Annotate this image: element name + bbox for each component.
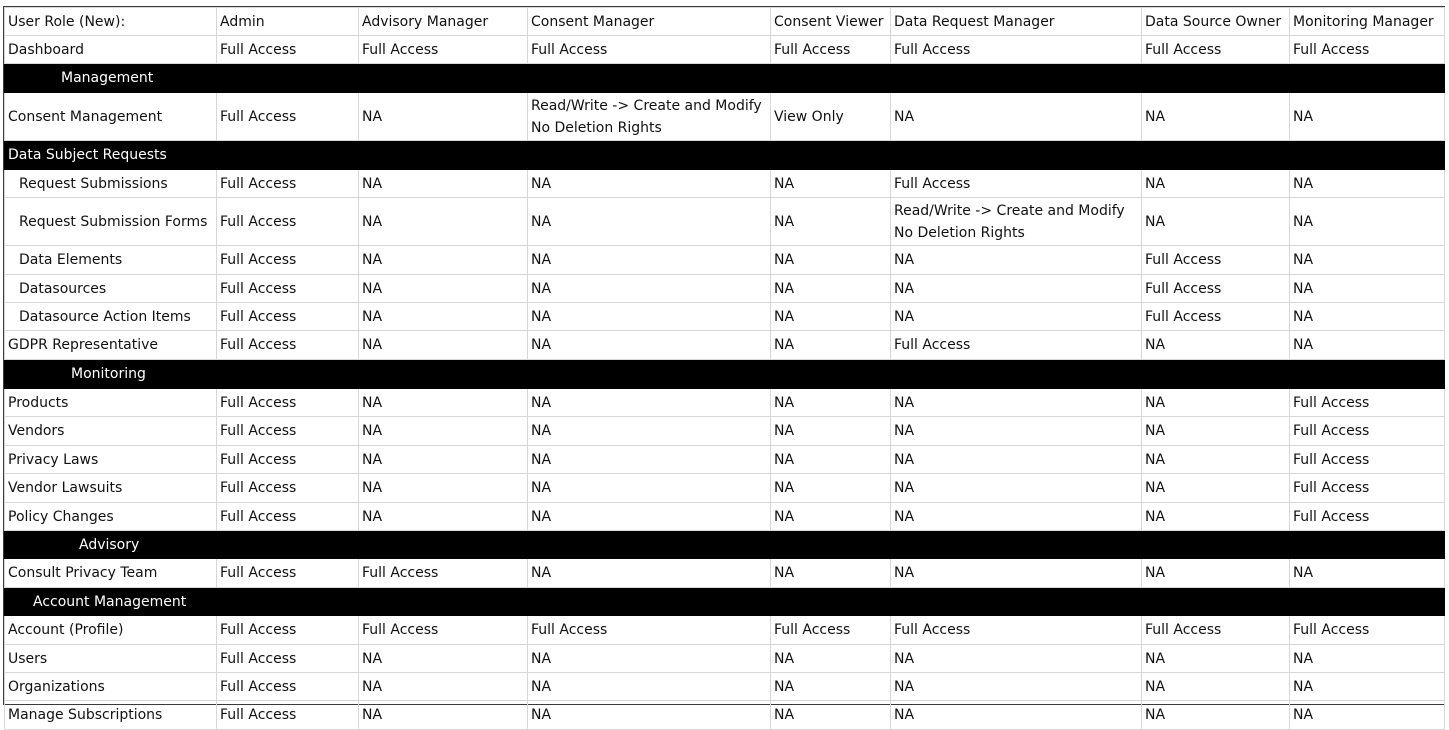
table-cell[interactable]: NA (771, 503, 891, 531)
table-cell[interactable]: NA (1290, 673, 1445, 701)
table-cell[interactable]: NA (359, 170, 528, 198)
table-cell[interactable]: NA (1290, 559, 1445, 588)
section-title[interactable]: Data Subject Requests (5, 141, 1445, 170)
table-cell[interactable]: Full Access (1142, 246, 1290, 275)
table-cell[interactable]: NA (359, 417, 528, 446)
table-cell[interactable]: NA (891, 503, 1142, 531)
table-cell[interactable]: NA (891, 93, 1142, 141)
table-cell[interactable]: NA (1142, 417, 1290, 446)
table-cell[interactable]: NA (528, 389, 771, 417)
table-cell[interactable]: NA (771, 673, 891, 701)
table-row (5, 417, 1445, 446)
table-cell[interactable]: NA (1142, 559, 1290, 588)
table-cell[interactable]: NA (528, 559, 771, 588)
table-cell[interactable]: Vendors (5, 417, 217, 446)
table-cell[interactable]: Full Access (217, 503, 359, 531)
table-cell[interactable]: Full Access (359, 559, 528, 588)
header-cell[interactable]: Consent Viewer (771, 8, 891, 36)
table-row (5, 275, 1445, 303)
table-cell[interactable]: NA (1142, 673, 1290, 701)
table-cell[interactable]: Full Access (1142, 36, 1290, 64)
table-cell[interactable]: Full Access (217, 417, 359, 446)
table-row (5, 645, 1445, 673)
table-cell[interactable]: NA (528, 198, 771, 246)
table-cell[interactable]: NA (359, 701, 528, 730)
table-row (5, 198, 1445, 246)
header-row (5, 8, 1445, 36)
table-row (5, 503, 1445, 531)
table-cell[interactable]: Full Access (217, 36, 359, 64)
header-cell[interactable]: Monitoring Manager (1290, 8, 1445, 36)
table-cell[interactable]: Full Access (528, 36, 771, 64)
table-cell[interactable]: Full Access (217, 701, 359, 730)
table-cell[interactable]: Full Access (1142, 303, 1290, 331)
table-cell[interactable]: Full Access (359, 616, 528, 645)
table-cell[interactable]: Full Access (217, 559, 359, 588)
header-cell[interactable]: Advisory Manager (359, 8, 528, 36)
table-cell[interactable]: NA (1290, 331, 1445, 360)
table-cell[interactable]: Full Access (217, 198, 359, 246)
table-cell[interactable]: NA (359, 389, 528, 417)
table-row (5, 389, 1445, 417)
section-header-row (5, 64, 1445, 93)
table-cell[interactable]: Consult Privacy Team (5, 559, 217, 588)
table-cell[interactable]: NA (891, 417, 1142, 446)
table-cell[interactable]: NA (771, 198, 891, 246)
table-cell[interactable]: Full Access (1290, 446, 1445, 474)
table-cell[interactable]: Full Access (1142, 616, 1290, 645)
table-cell[interactable]: Full Access (1290, 417, 1445, 446)
table-cell[interactable]: NA (771, 389, 891, 417)
table-cell[interactable]: NA (359, 673, 528, 701)
table-cell[interactable]: NA (359, 645, 528, 673)
table-cell[interactable]: NA (528, 701, 771, 730)
table-cell[interactable]: Full Access (1142, 275, 1290, 303)
table-cell[interactable]: Read/Write -> Create and Modify No Deletion Rights (528, 93, 771, 141)
table-cell[interactable]: NA (359, 275, 528, 303)
table-cell[interactable]: Request Submissions (5, 170, 217, 198)
table-cell[interactable]: NA (359, 303, 528, 331)
table-cell[interactable]: Users (5, 645, 217, 673)
table-cell[interactable]: NA (1290, 198, 1445, 246)
table-cell[interactable]: NA (891, 559, 1142, 588)
table-cell[interactable]: NA (359, 93, 528, 141)
table-cell[interactable]: Full Access (891, 170, 1142, 198)
table-cell[interactable]: NA (891, 701, 1142, 730)
table-cell[interactable]: NA (528, 503, 771, 531)
table-row (5, 616, 1445, 645)
table-cell[interactable]: NA (359, 503, 528, 531)
table-cell[interactable]: NA (771, 303, 891, 331)
table-cell[interactable]: Full Access (528, 616, 771, 645)
table-cell[interactable]: NA (771, 446, 891, 474)
table-cell[interactable]: NA (891, 645, 1142, 673)
table-row (5, 701, 1445, 730)
table-cell[interactable]: Full Access (771, 616, 891, 645)
table-cell[interactable]: NA (1290, 303, 1445, 331)
table-cell[interactable]: NA (528, 275, 771, 303)
table-cell[interactable]: NA (528, 246, 771, 275)
table-cell[interactable]: NA (1290, 645, 1445, 673)
table-cell[interactable]: NA (1142, 93, 1290, 141)
table-cell[interactable]: NA (1142, 701, 1290, 730)
table-cell[interactable]: NA (1142, 389, 1290, 417)
table-cell[interactable]: NA (528, 446, 771, 474)
section-title[interactable]: Account Management (5, 588, 1445, 616)
header-cell[interactable]: User Role (New): (5, 8, 217, 36)
table-cell[interactable]: NA (891, 474, 1142, 503)
table-cell[interactable]: Request Submission Forms (5, 198, 217, 246)
table-cell[interactable]: Dashboard (5, 36, 217, 64)
table-cell[interactable]: Full Access (891, 616, 1142, 645)
table-cell[interactable]: Full Access (217, 170, 359, 198)
table-cell[interactable]: NA (891, 246, 1142, 275)
table-cell[interactable]: NA (771, 645, 891, 673)
table-cell[interactable]: Full Access (1290, 503, 1445, 531)
table-cell[interactable]: NA (528, 331, 771, 360)
table-cell[interactable]: Full Access (217, 303, 359, 331)
table-cell[interactable]: Full Access (1290, 616, 1445, 645)
table-cell[interactable]: NA (771, 559, 891, 588)
table-cell[interactable]: Datasource Action Items (5, 303, 217, 331)
table-cell[interactable]: NA (528, 673, 771, 701)
table-cell[interactable]: Full Access (217, 331, 359, 360)
table-cell[interactable]: NA (1142, 446, 1290, 474)
table-cell[interactable]: NA (891, 275, 1142, 303)
table-cell[interactable]: NA (528, 417, 771, 446)
table-cell[interactable]: Full Access (1290, 474, 1445, 503)
table-cell[interactable]: Consent Management (5, 93, 217, 141)
table-cell[interactable]: NA (359, 446, 528, 474)
table-cell[interactable]: NA (1142, 331, 1290, 360)
table-cell[interactable]: NA (891, 673, 1142, 701)
table-cell[interactable]: Full Access (1290, 389, 1445, 417)
table-cell[interactable]: NA (771, 170, 891, 198)
table-cell[interactable]: Full Access (217, 616, 359, 645)
table-cell[interactable]: NA (1290, 275, 1445, 303)
table-row (5, 170, 1445, 198)
table-cell[interactable]: Full Access (217, 93, 359, 141)
table-cell[interactable]: NA (1290, 93, 1445, 141)
table-cell[interactable]: Read/Write -> Create and Modify No Deletion Rights (891, 198, 1142, 246)
header-cell[interactable]: Consent Manager (528, 8, 771, 36)
table-cell[interactable]: NA (771, 331, 891, 360)
table-cell[interactable]: Full Access (217, 645, 359, 673)
permissions-table (4, 7, 1445, 730)
table-cell[interactable]: Full Access (771, 36, 891, 64)
table-cell[interactable]: NA (1142, 474, 1290, 503)
table-cell[interactable]: Full Access (217, 389, 359, 417)
section-header-row (5, 360, 1445, 389)
section-title[interactable]: Management (5, 64, 1445, 93)
table-row (5, 673, 1445, 701)
table-cell[interactable]: Privacy Laws (5, 446, 217, 474)
table-cell[interactable]: NA (528, 474, 771, 503)
table-cell[interactable]: NA (771, 474, 891, 503)
table-cell[interactable]: Data Elements (5, 246, 217, 275)
table-cell[interactable]: NA (771, 417, 891, 446)
table-cell[interactable]: NA (891, 303, 1142, 331)
table-cell[interactable]: Full Access (217, 474, 359, 503)
table-row (5, 331, 1445, 360)
table-cell[interactable]: NA (1142, 503, 1290, 531)
table-cell[interactable]: NA (1142, 645, 1290, 673)
table-cell[interactable]: Vendor Lawsuits (5, 474, 217, 503)
table-cell[interactable]: NA (1290, 246, 1445, 275)
table-cell[interactable]: Products (5, 389, 217, 417)
table-row (5, 36, 1445, 64)
table-cell[interactable]: NA (1142, 170, 1290, 198)
table-row (5, 246, 1445, 275)
table-cell[interactable]: Organizations (5, 673, 217, 701)
table-cell[interactable]: NA (771, 246, 891, 275)
table-cell[interactable]: NA (891, 446, 1142, 474)
table-cell[interactable]: NA (528, 170, 771, 198)
table-cell[interactable]: Full Access (1290, 36, 1445, 64)
table-cell[interactable]: NA (359, 198, 528, 246)
table-cell[interactable]: Full Access (891, 331, 1142, 360)
table-row (5, 559, 1445, 588)
table-cell[interactable]: Full Access (359, 36, 528, 64)
table-row (5, 303, 1445, 331)
table-cell[interactable]: NA (359, 246, 528, 275)
section-header-row (5, 141, 1445, 170)
table-cell[interactable]: NA (528, 645, 771, 673)
table-cell[interactable]: View Only (771, 93, 891, 141)
table-cell[interactable]: NA (528, 303, 771, 331)
table-cell[interactable]: Full Access (217, 673, 359, 701)
header-cell[interactable]: Admin (217, 8, 359, 36)
table-cell[interactable]: Full Access (217, 446, 359, 474)
table-cell[interactable]: NA (891, 389, 1142, 417)
table-cell[interactable]: NA (771, 275, 891, 303)
table-cell[interactable]: Full Access (891, 36, 1142, 64)
table-cell[interactable]: Full Access (217, 275, 359, 303)
header-cell[interactable]: Data Source Owner (1142, 8, 1290, 36)
table-cell[interactable]: Datasources (5, 275, 217, 303)
table-cell[interactable]: NA (1290, 170, 1445, 198)
table-cell[interactable]: NA (1142, 198, 1290, 246)
table-cell[interactable]: Account (Profile) (5, 616, 217, 645)
table-row (5, 446, 1445, 474)
table-cell[interactable]: NA (359, 474, 528, 503)
table-row (5, 93, 1445, 141)
section-header-row (5, 588, 1445, 616)
header-cell[interactable]: Data Request Manager (891, 8, 1142, 36)
section-title[interactable]: Advisory (5, 531, 1445, 559)
section-title[interactable]: Monitoring (5, 360, 1445, 389)
table-cell[interactable]: Manage Subscriptions (5, 701, 217, 730)
table-row (5, 474, 1445, 503)
table-cell[interactable]: GDPR Representative (5, 331, 217, 360)
table-cell[interactable]: NA (771, 701, 891, 730)
table-cell[interactable]: Full Access (217, 246, 359, 275)
table-cell[interactable]: NA (359, 331, 528, 360)
table-cell[interactable]: Policy Changes (5, 503, 217, 531)
permissions-spreadsheet (3, 6, 1445, 723)
table-cell[interactable]: NA (1290, 701, 1445, 730)
section-header-row (5, 531, 1445, 559)
